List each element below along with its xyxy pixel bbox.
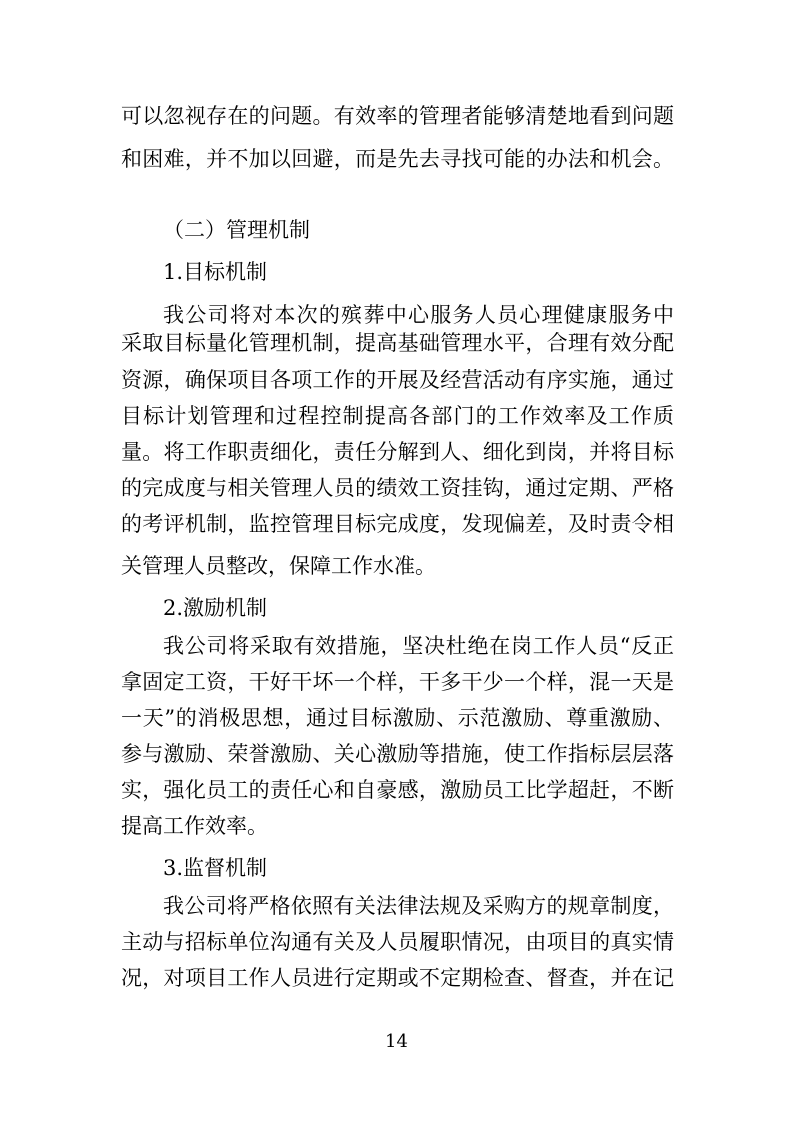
paragraph-line: 提高工作效率。 (121, 814, 268, 838)
paragraph-line: 我公司将采取有效措施，坚决杜绝在岗工作人员“反正 (163, 634, 674, 658)
paragraph-line: 的完成度与相关管理人员的绩效工资挂钩，通过定期、严格 (121, 476, 674, 500)
paragraph-line: 实，强化员工的责任心和自豪感，激励员工比学超赶，不断 (121, 778, 674, 802)
paragraph-line: 一天”的消极思想，通过目标激励、示范激励、尊重激励、 (121, 706, 674, 730)
paragraph-line: 况，对项目工作人员进行定期或不定期检查、督查，并在记 (121, 966, 674, 990)
paragraph-line: 我公司将对本次的殡葬中心服务人员心理健康服务中 (163, 303, 674, 327)
paragraph-line: 关管理人员整改，保障工作水准。 (121, 554, 436, 578)
paragraph-line: 主动与招标单位沟通有关及人员履职情况，由项目的真实情 (121, 930, 674, 954)
paragraph-line: 采取目标量化管理机制，提高基础管理水平，合理有效分配 (121, 331, 674, 355)
subsection-heading: 2.激励机制 (163, 596, 268, 620)
paragraph-line: 我公司将严格依照有关法律法规及采购方的规章制度， (163, 894, 674, 918)
paragraph-line: 量。将工作职责细化，责任分解到人、细化到岗，并将目标 (121, 440, 674, 464)
subsection-heading: 3.监督机制 (163, 856, 268, 880)
section-heading: （二）管理机制 (163, 218, 310, 242)
subsection-heading: 1.目标机制 (163, 260, 268, 284)
paragraph-line: 的考评机制，监控管理目标完成度，发现偏差，及时责令相 (121, 512, 674, 536)
paragraph-line: 参与激励、荣誉激励、关心激励等措施，使工作指标层层落 (121, 742, 674, 766)
paragraph-line: 目标计划管理和过程控制提高各部门的工作效率及工作质 (121, 404, 674, 428)
paragraph-line: 资源，确保项目各项工作的开展及经营活动有序实施，通过 (121, 368, 674, 392)
page-number: 14 (385, 1031, 408, 1052)
paragraph-line: 可以忽视存在的问题。有效率的管理者能够清楚地看到问题 (121, 104, 674, 128)
paragraph-line: 拿固定工资，干好干坏一个样，干多干少一个样，混一天是 (121, 670, 674, 694)
paragraph-line: 和困难，并不加以回避，而是先去寻找可能的办法和机会。 (121, 147, 674, 171)
